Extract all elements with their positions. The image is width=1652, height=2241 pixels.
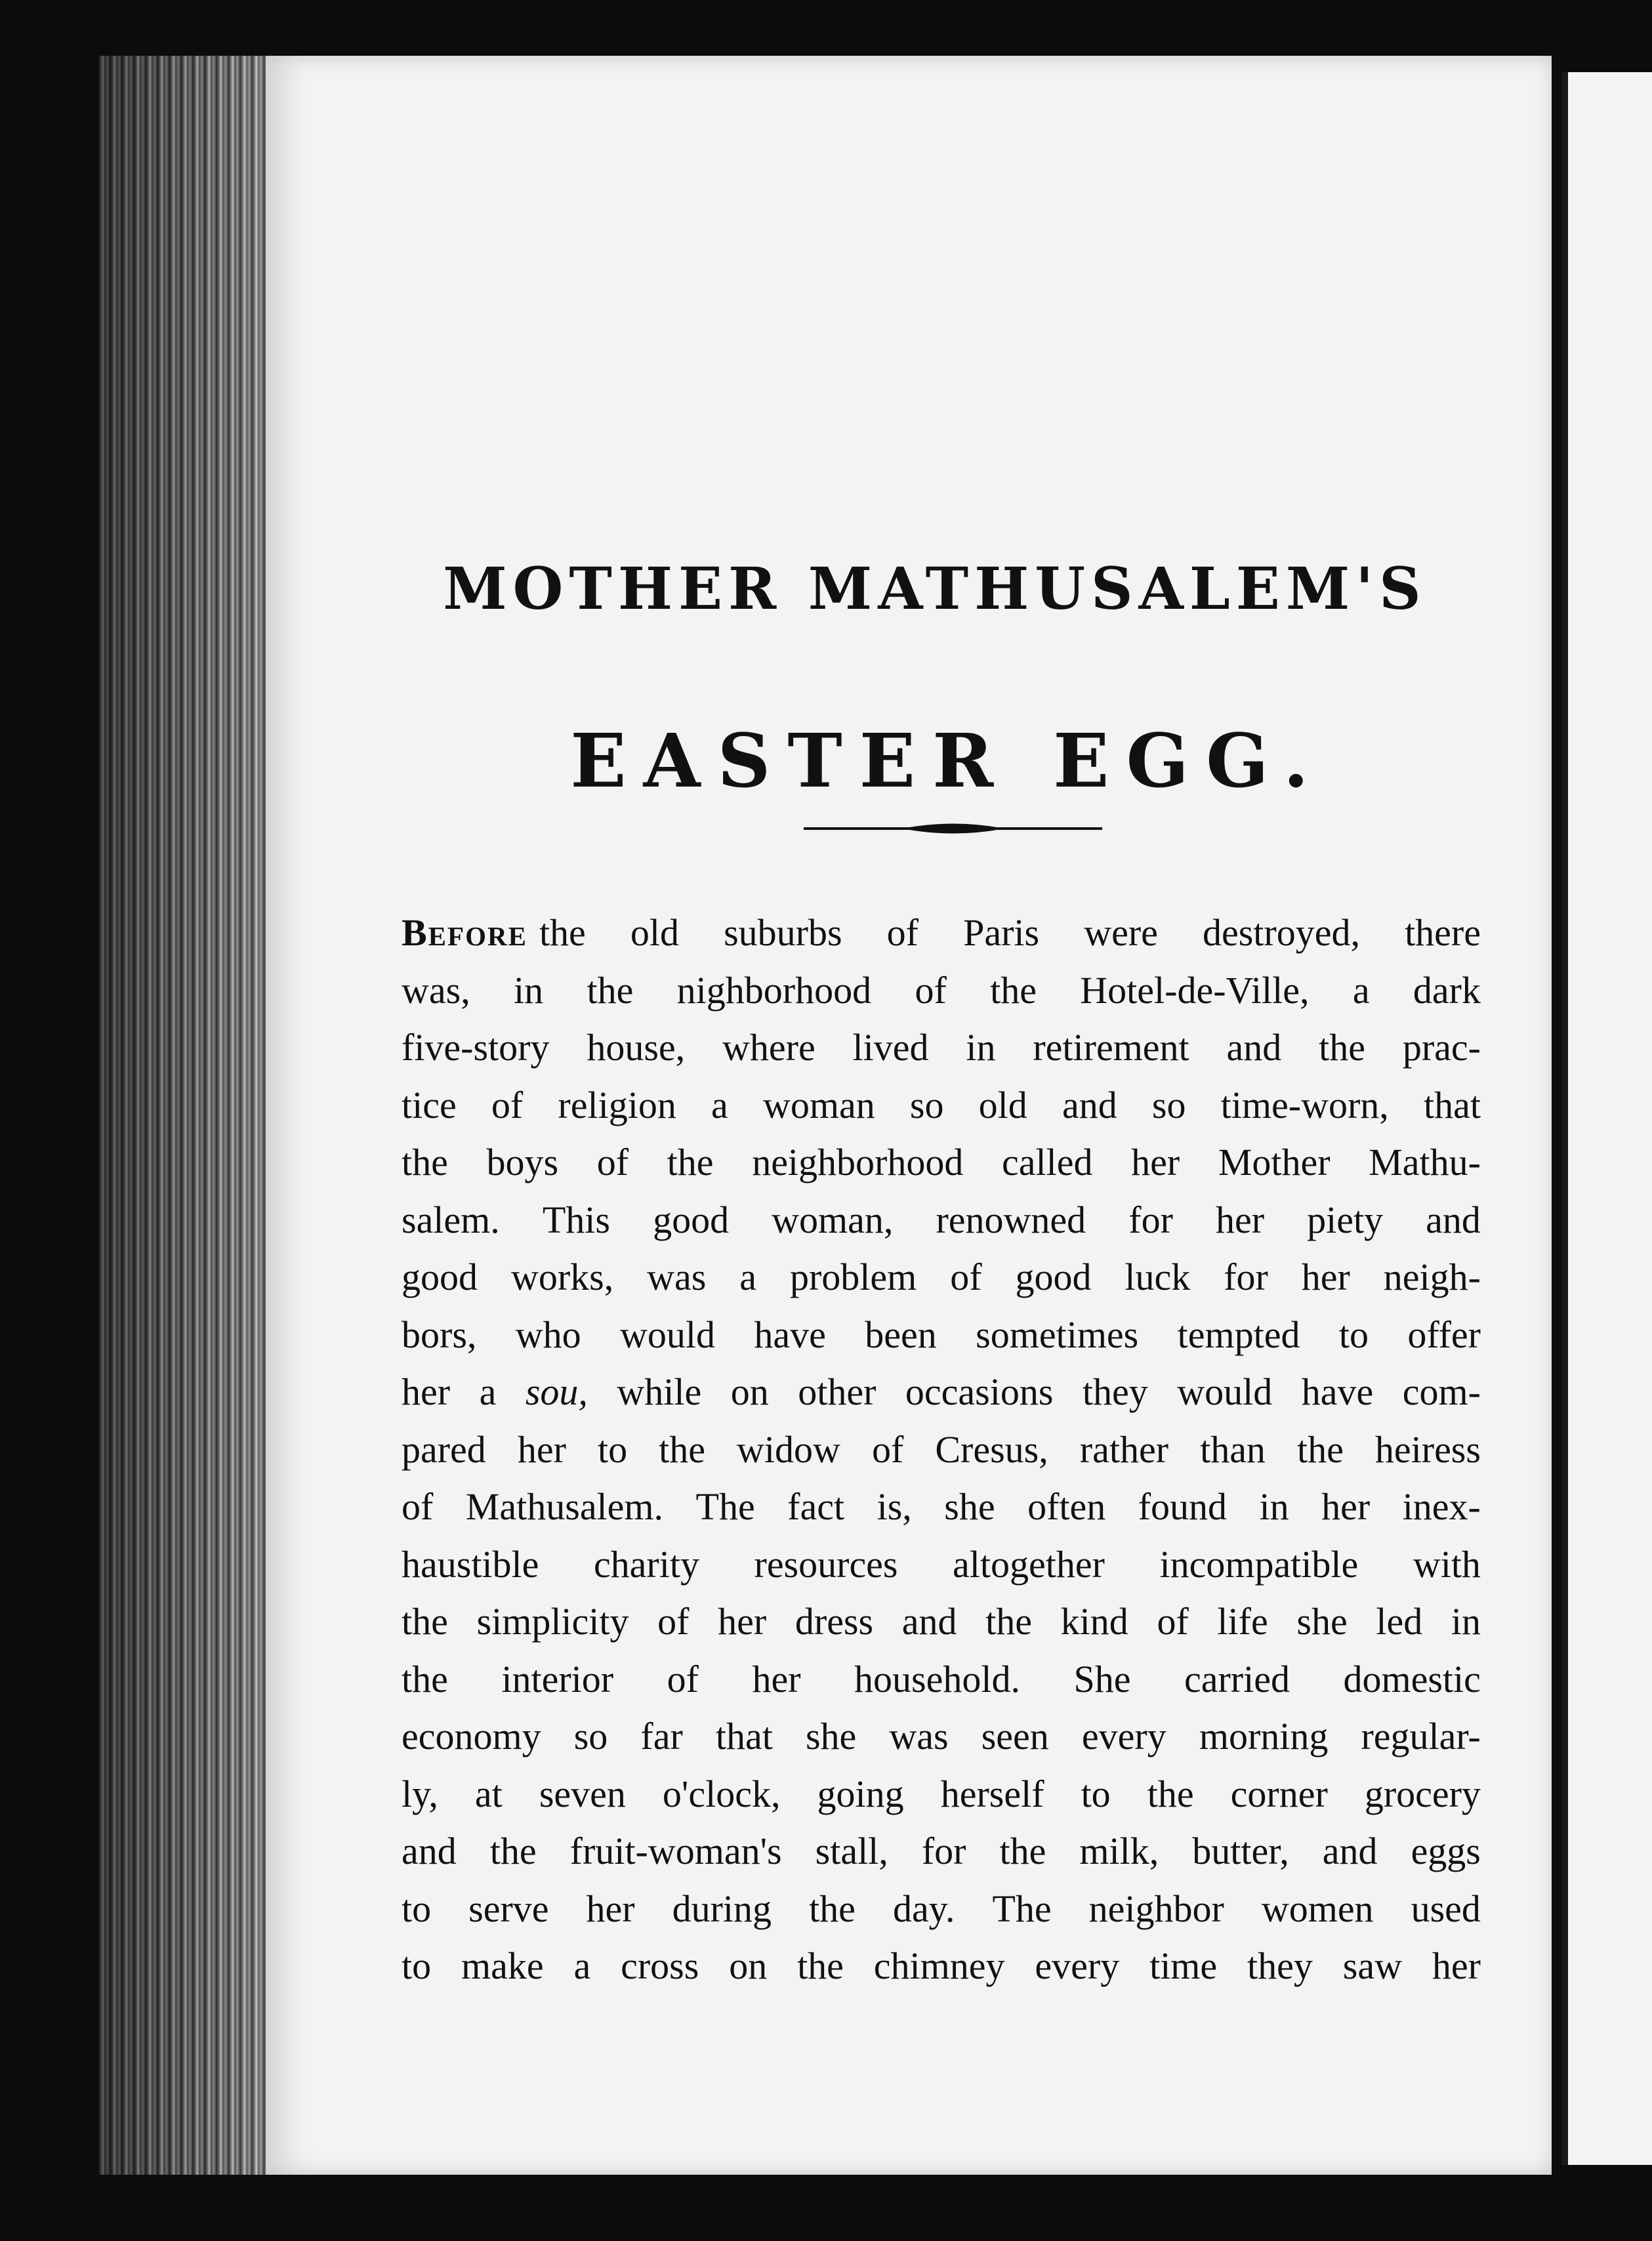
word: the [402,1657,448,1700]
word: occasions [905,1370,1054,1413]
word: a [1352,968,1370,1012]
text-line [402,1651,1481,1708]
word: prac- [1402,1026,1481,1069]
word: the [1296,1428,1344,1471]
word: widow [737,1428,840,1471]
text-line [402,1306,1481,1364]
word: on [730,1370,769,1413]
word: simplicity [476,1600,629,1643]
word: fruit-woman's [569,1830,782,1872]
word: o'clock, [662,1772,781,1815]
word: good [653,1198,730,1241]
word: they [1247,1944,1313,1987]
word: to [597,1428,628,1471]
word: heiress [1374,1428,1481,1471]
word: the [539,911,586,954]
word: saw [1342,1944,1402,1987]
word: while [617,1370,702,1413]
text-line [402,1077,1481,1134]
word: Mathusalem. [465,1485,664,1528]
word: of [871,1428,904,1471]
word: of [491,1083,524,1126]
text-line [402,1019,1481,1077]
word: ly, [402,1772,438,1815]
word: of [950,1256,982,1298]
title-line-1: MOTHER MATHUSALEM'S [443,554,1427,623]
word: have [754,1313,826,1356]
word: com- [1402,1370,1481,1413]
word: chimney [873,1944,1005,1987]
word: stall, [815,1830,888,1872]
word: other [798,1370,877,1413]
word: the [985,1600,1032,1643]
word: her [752,1657,801,1700]
word: inex- [1402,1485,1481,1528]
text-line [402,1248,1481,1306]
word: regular- [1361,1715,1481,1758]
word: used [1411,1887,1481,1930]
word: dress [795,1600,874,1643]
word: five-story [402,1026,550,1069]
word: life [1217,1600,1268,1643]
text-line [402,1421,1481,1479]
word: seen [981,1715,1049,1758]
word: found [1138,1485,1228,1528]
line-words [539,904,1481,962]
word: house, [587,1026,686,1069]
word: neighborhood [752,1141,964,1183]
facing-page-edge [1561,72,1652,2165]
word: Hotel-de-Ville, [1080,968,1310,1012]
text-line [402,1134,1481,1191]
word: the [402,1141,448,1183]
word: of [886,911,919,954]
word: lived [852,1026,929,1069]
word: going [817,1772,904,1815]
word: her [1301,1256,1350,1298]
word: milk, [1079,1830,1159,1872]
word: the [659,1428,705,1471]
word: would [620,1313,716,1356]
word: her [718,1600,767,1643]
word: incompatible [1159,1542,1359,1586]
word: piety [1307,1198,1384,1241]
word: would [1177,1370,1273,1413]
word: problem [789,1256,917,1298]
word: and [901,1600,957,1643]
word: old [978,1083,1027,1126]
word: her [1321,1485,1371,1528]
word: to [402,1887,432,1930]
word: good [402,1256,478,1298]
word: neigh- [1383,1256,1481,1298]
word: of [657,1600,690,1643]
word: religion [558,1083,676,1126]
word: bors, [402,1313,477,1356]
word: the [402,1600,448,1643]
text-line [402,1536,1481,1593]
word: grocery [1364,1772,1481,1815]
word: domestic [1343,1657,1481,1700]
word: every [1081,1715,1167,1758]
word: time-worn, [1220,1083,1389,1126]
text-line [402,1708,1481,1765]
text-line [402,1478,1481,1536]
word: her [586,1887,635,1930]
word: rather [1079,1428,1169,1471]
text-line [402,1593,1481,1651]
text-line [402,1822,1481,1880]
word: carried [1184,1657,1290,1700]
word: her [402,1370,451,1413]
word: there [1405,911,1481,954]
word: dark [1413,968,1481,1012]
word: in [966,1026,996,1069]
word: of [596,1141,629,1183]
word: make [461,1944,544,1987]
word: sou, [525,1370,588,1413]
word: boys [486,1141,559,1183]
word: were [1084,911,1158,954]
word: at [474,1772,503,1815]
word: The [992,1887,1052,1930]
word: and [1062,1083,1117,1126]
word: eggs [1411,1830,1481,1872]
word: to [1338,1313,1369,1356]
word: old [630,911,680,954]
word: suburbs [724,911,842,954]
word: herself [940,1772,1044,1815]
word: for [1128,1198,1173,1241]
word: resources [754,1542,898,1586]
word: the [667,1141,714,1183]
word: her [1131,1141,1180,1183]
word: where [722,1026,816,1069]
word: a [739,1256,757,1298]
word: in [514,968,544,1012]
word: serve [468,1887,549,1930]
word: works, [510,1256,614,1298]
word: charity [593,1542,699,1586]
word: butter, [1192,1830,1289,1872]
word: The [695,1485,755,1528]
word: nighborhood [676,968,872,1012]
word: so [573,1715,608,1758]
word: to [1081,1772,1111,1815]
word: the [489,1830,537,1872]
word: and [402,1830,457,1872]
word: a [479,1370,497,1413]
word: of [667,1657,699,1700]
word: was [889,1715,949,1758]
word: salem. [402,1198,500,1241]
word: in [1259,1485,1289,1528]
word: of [402,1485,434,1528]
word: for [1224,1256,1268,1298]
word: corner [1230,1772,1328,1815]
word: cross [621,1944,699,1987]
text-line [402,1765,1481,1823]
opening-word: Before [402,911,527,954]
word: to [402,1944,432,1987]
title-line-2: EASTER EGG. [570,718,1326,804]
word: they [1082,1370,1148,1413]
word: far [640,1715,683,1758]
word: called [1002,1141,1093,1183]
word: of [915,968,947,1012]
word: and [1322,1830,1378,1872]
word: of [1157,1600,1189,1643]
word: fact [787,1485,845,1528]
word: have [1301,1370,1374,1413]
word: household. [854,1657,1020,1700]
word: every [1035,1944,1120,1987]
word: haustible [402,1542,539,1586]
word: her [1215,1198,1265,1241]
word: time [1149,1944,1218,1987]
word: Cresus, [935,1428,1048,1471]
text-line [402,1191,1481,1249]
word: and [1226,1026,1282,1069]
word: a [573,1944,591,1987]
word: destroyed, [1202,911,1360,954]
word: This [542,1198,610,1241]
word: She [1073,1657,1131,1700]
word: the [809,1887,856,1930]
word: is, [877,1485,912,1528]
word: she [1296,1600,1348,1643]
word: morning [1199,1715,1329,1758]
word: the [990,968,1037,1012]
word: the [999,1830,1046,1872]
word: retirement [1033,1026,1189,1069]
word: who [515,1313,581,1356]
word: woman, [772,1198,894,1241]
word: renowned [936,1198,1086,1241]
word: during [672,1887,772,1930]
word: interior [501,1657,614,1700]
text-line [402,1880,1481,1938]
ornamental-rule [804,820,1102,837]
book-page-edges [98,56,276,2175]
text-line [402,904,1481,962]
word: good [1015,1256,1092,1298]
word: luck [1125,1256,1191,1298]
word: she [944,1485,995,1528]
word: neighbor [1088,1887,1224,1930]
word: been [865,1313,937,1356]
word: economy [402,1715,541,1758]
word: and [1426,1198,1481,1241]
word: her [1432,1944,1481,1987]
word: that [715,1715,773,1758]
word: a [711,1083,728,1126]
word: kind [1060,1600,1128,1643]
word: than [1200,1428,1266,1471]
word: pared [402,1428,486,1471]
word: seven [539,1772,626,1815]
text-line [402,962,1481,1019]
word: with [1413,1542,1481,1586]
word: sometimes [976,1313,1139,1356]
word: on [729,1944,768,1987]
word: Mathu- [1369,1141,1481,1183]
word: Mother [1218,1141,1331,1183]
word: so [1151,1083,1186,1126]
text-line [402,1363,1481,1421]
word: altogether [953,1542,1105,1586]
body-paragraph [402,904,1481,1995]
word: woman [762,1083,875,1126]
word: was [647,1256,707,1298]
word: the [797,1944,844,1987]
word: for [921,1830,966,1872]
word: that [1423,1083,1481,1126]
word: offer [1407,1313,1481,1356]
word: so [909,1083,944,1126]
word: her [517,1428,566,1471]
word: women [1261,1887,1374,1930]
word: day. [892,1887,955,1930]
word: tice [402,1083,457,1126]
word: in [1451,1600,1481,1643]
word: Paris [963,911,1040,954]
word: often [1027,1485,1106,1528]
word: tempted [1177,1313,1300,1356]
text-line [402,1937,1481,1995]
word: she [805,1715,857,1758]
word: the [587,968,634,1012]
word: was, [402,968,470,1012]
word: the [1319,1026,1365,1069]
remaining-lines [402,962,1481,1995]
word: the [1147,1772,1194,1815]
word: led [1376,1600,1423,1643]
